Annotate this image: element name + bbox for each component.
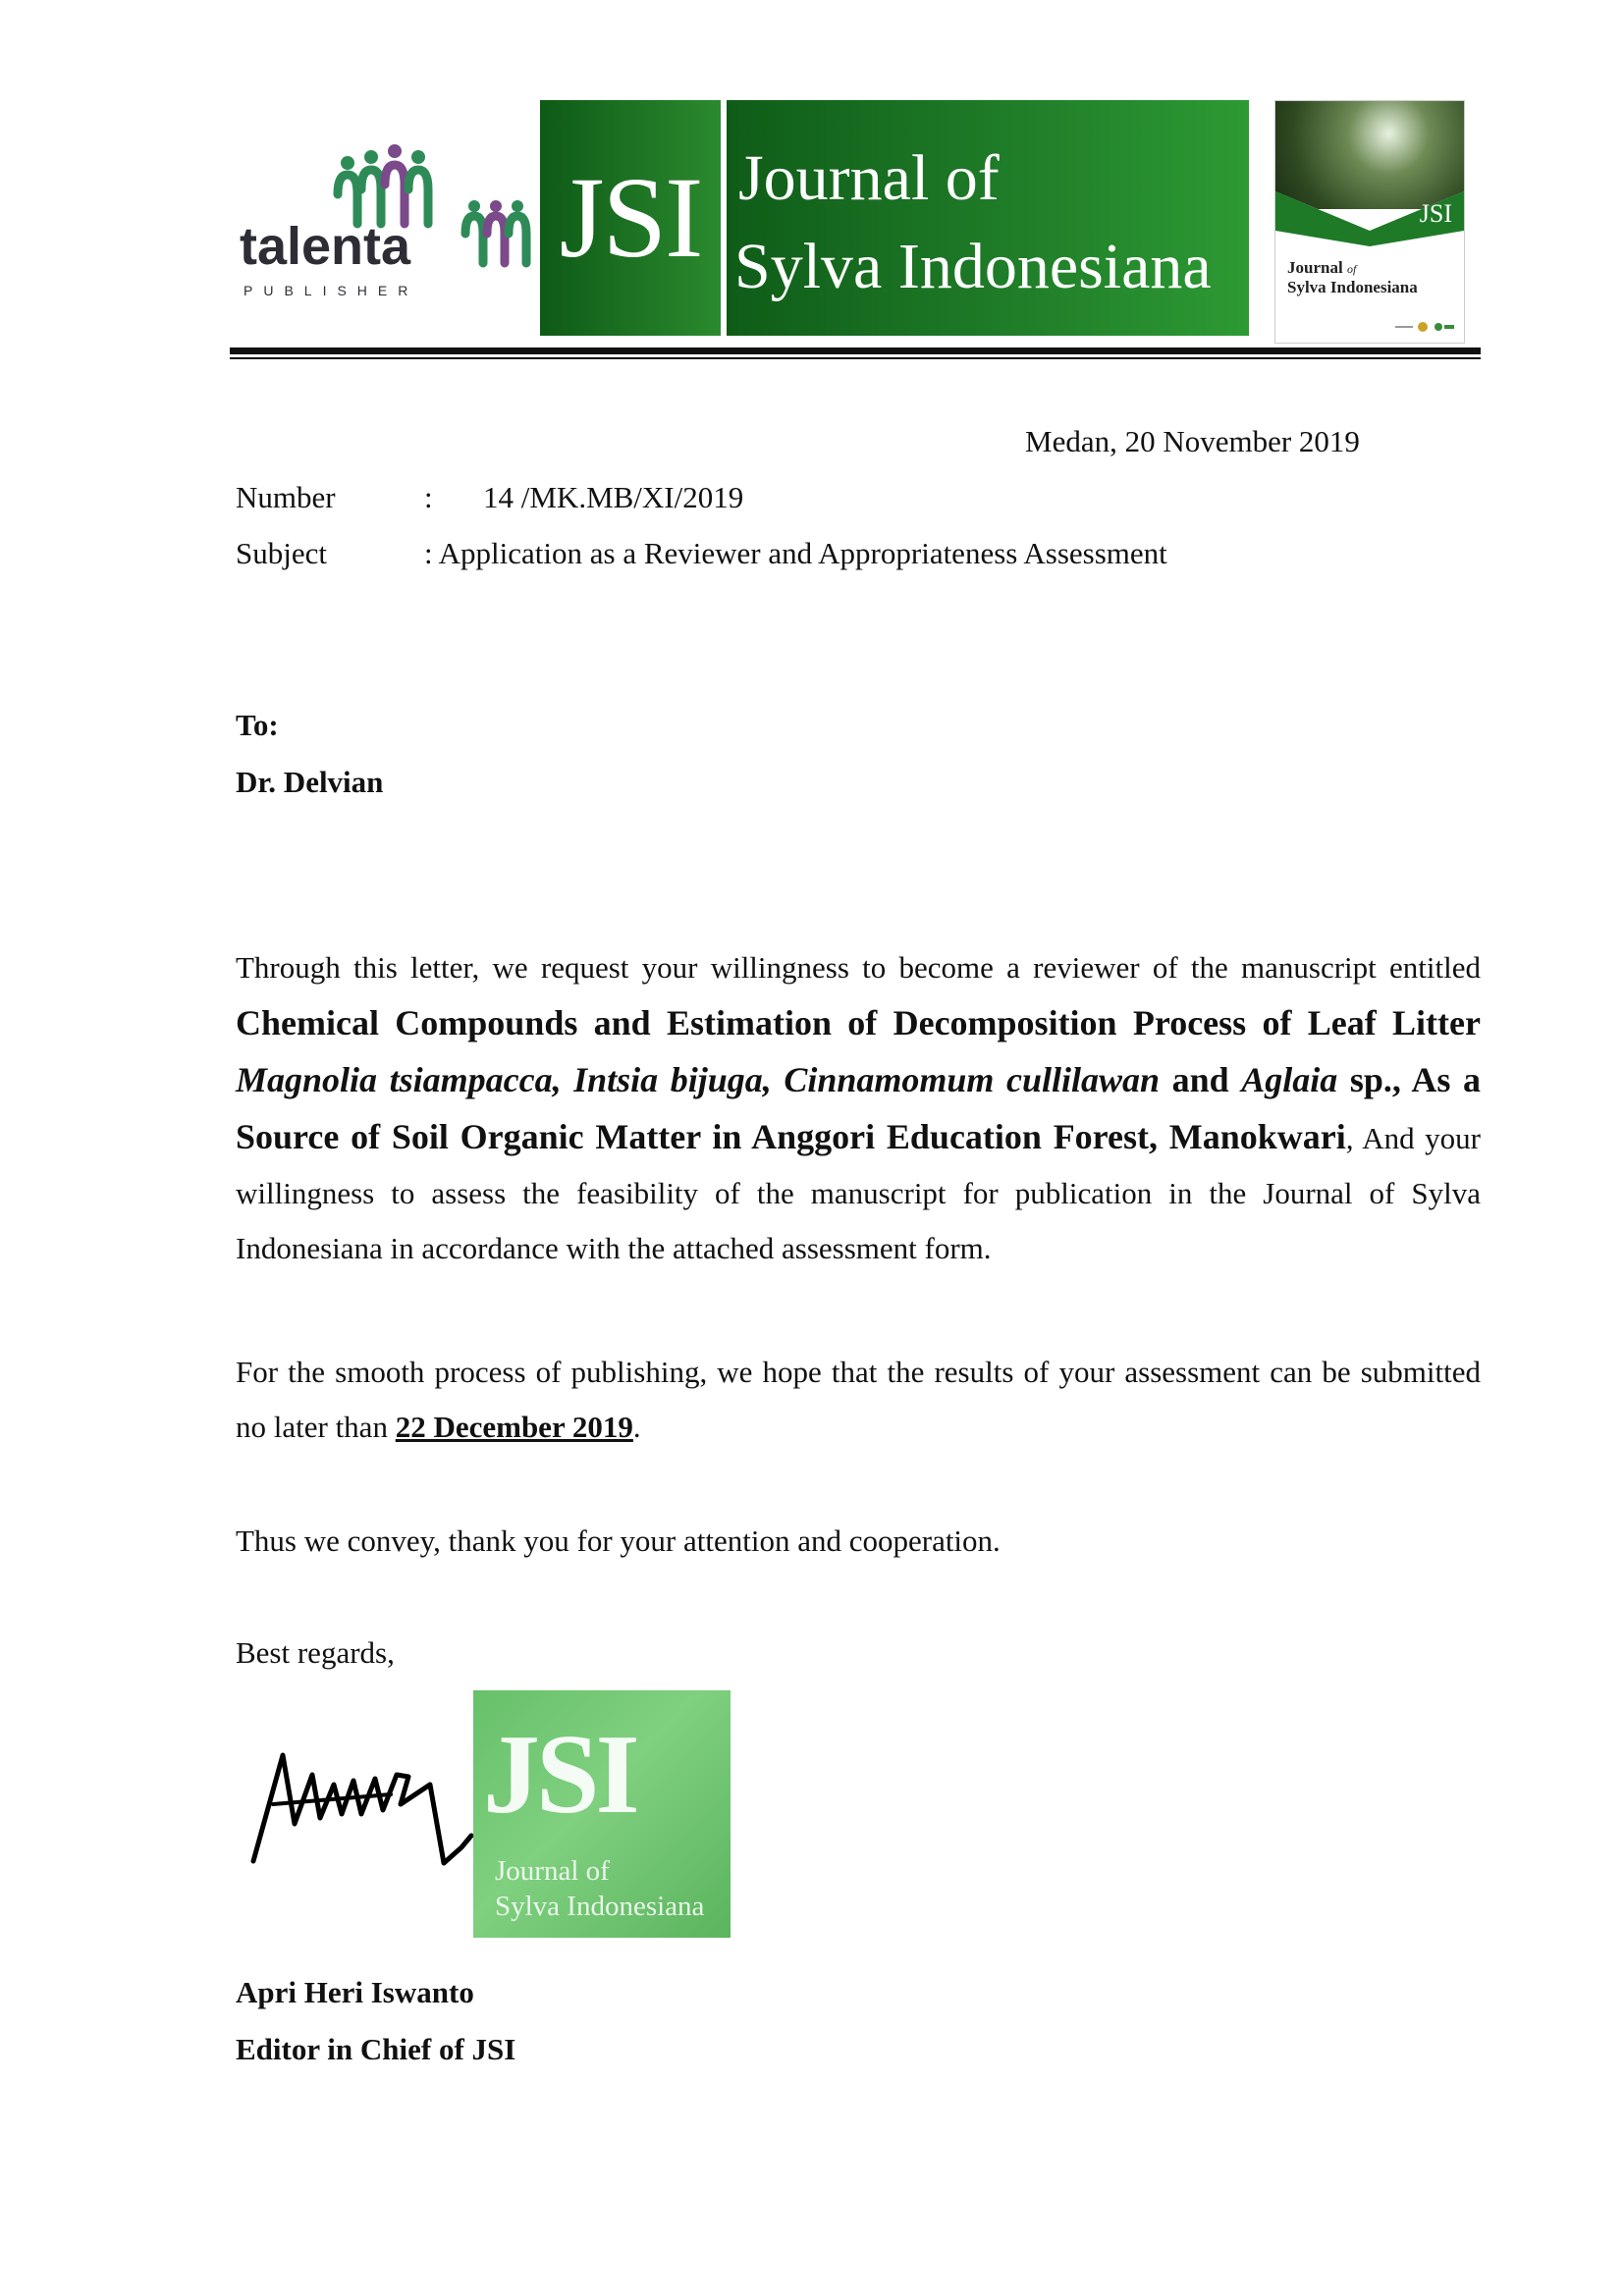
banner-title-line1: Journal of <box>738 142 1000 214</box>
manuscript-title <box>236 1003 1481 1156</box>
publisher-caption: PUBLISHER <box>244 283 419 298</box>
number-value: 14 /MK.MB/XI/2019 <box>483 480 744 514</box>
manuscript-title-part1: Chemical Compounds and Estimation of Decomposition Process of Leaf Litter <box>236 1003 1481 1042</box>
stamp-abbr: JSI <box>483 1712 636 1838</box>
request-lead: Through this letter, we request your willingness to become a reviewer of the manuscript entitled <box>236 950 1481 985</box>
manuscript-title-part2: sp., As a Source of Soil Organic Matter in Anggori Education Forest, Manokwari <box>236 1060 1482 1156</box>
cover-sponsor-logos-icon <box>1395 321 1454 333</box>
jsi-stamp <box>473 1690 731 1938</box>
deadline-date: 22 December 2019 <box>395 1410 633 1444</box>
request-paragraph <box>236 940 1481 1276</box>
number-label: Number <box>236 480 336 514</box>
number-colon: : <box>424 480 433 514</box>
letter-date: Medan, 20 November 2019 <box>1025 424 1360 458</box>
deadline-lead: For the smooth process of publishing, we hope that the results of your assessment can be submitted no later than <box>236 1355 1481 1444</box>
manuscript-species-2: Aglaia <box>1241 1060 1338 1099</box>
deadline-end: . <box>632 1410 641 1444</box>
request-tail: And your willingness to assess the feasibility of the manuscript for publication in the Journal of Sylva Indonesiana in accordance with the attached assessment form. <box>236 1121 1482 1265</box>
manuscript-species-1: Magnolia tsiampacca, Intsia bijuga, Cinnamomum cullilawan <box>236 1060 1161 1099</box>
signer-title: Editor in Chief of JSI <box>236 2032 516 2066</box>
cover-title-word: Journal <box>1287 258 1343 277</box>
cover-title-line2: Sylva Indonesiana <box>1287 278 1418 296</box>
closing-paragraph: Thus we convey, thank you for your attention and cooperation. <box>236 1523 1001 1558</box>
talenta-publisher-logo <box>240 135 524 298</box>
header-rule-thin <box>230 357 1481 359</box>
jsi-banner-title <box>727 100 1249 336</box>
journal-cover-thumbnail <box>1274 100 1465 344</box>
letterhead <box>228 96 1485 346</box>
request-comma: , <box>1345 1121 1354 1155</box>
cover-title-of: of <box>1346 262 1357 276</box>
header-rule-thick <box>230 347 1481 354</box>
talenta-wordmark: talenta <box>240 217 411 276</box>
cover-title-line1 <box>1287 258 1356 278</box>
regards-line: Best regards, <box>236 1635 395 1670</box>
stamp-line1: Journal of <box>495 1855 610 1887</box>
recipient-name: Dr. Delvian <box>236 765 384 799</box>
jsi-banner-abbr: JSI <box>540 100 721 336</box>
signer-name: Apri Heri Iswanto <box>236 1975 474 2009</box>
recipient-label: To: <box>236 708 279 742</box>
cover-abbr: JSI <box>1419 199 1452 228</box>
manuscript-title-and: and <box>1160 1060 1242 1099</box>
stamp-line2: Sylva Indonesiana <box>495 1891 705 1922</box>
subject-value: : Application as a Reviewer and Appropriateness Assessment <box>424 536 1167 570</box>
subject-label: Subject <box>236 536 327 570</box>
deadline-paragraph <box>236 1345 1481 1455</box>
banner-title-line2: Sylva Indonesiana <box>734 231 1212 302</box>
handwritten-signature <box>244 1716 479 1893</box>
